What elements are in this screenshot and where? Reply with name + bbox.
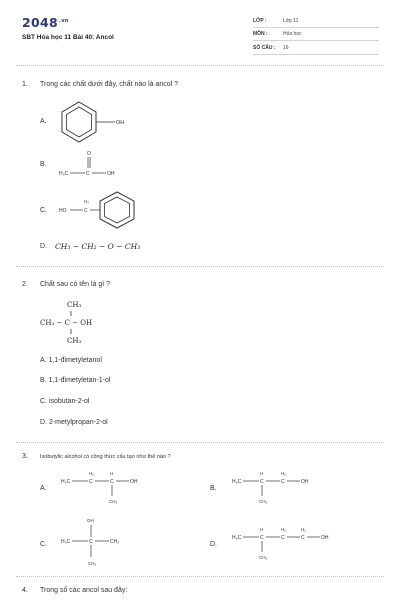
question-separator <box>16 576 384 577</box>
svg-text:C: C <box>86 171 90 177</box>
svg-text:H₂: H₂ <box>301 527 306 532</box>
meta-divider <box>253 40 379 41</box>
meta-class-label: LỚP : <box>253 18 267 24</box>
question-3-option-d-structure[interactable] <box>226 522 366 564</box>
question-1-option-b-label[interactable]: B. <box>40 161 47 168</box>
question-1-option-b-structure[interactable] <box>55 148 135 180</box>
question-2-number: 2. <box>22 281 28 288</box>
svg-text:CH₃: CH₃ <box>67 301 82 309</box>
svg-text:H₃C: H₃C <box>232 535 242 541</box>
question-3-number: 3. <box>22 453 28 460</box>
svg-text:C: C <box>89 539 93 545</box>
svg-text:CH₃ − C − OH: CH₃ − C − OH <box>40 319 93 327</box>
svg-text:H: H <box>110 471 114 476</box>
svg-text:C: C <box>89 479 93 485</box>
question-separator <box>16 442 384 443</box>
hydroxyl-label: OH <box>116 120 125 126</box>
svg-text:OH: OH <box>130 479 138 485</box>
document-title: SBT Hóa học 11 Bài 40: Ancol <box>22 34 114 41</box>
question-3-option-c-structure[interactable] <box>55 513 165 571</box>
svg-text:C: C <box>260 535 264 541</box>
meta-count-label: SỐ CÂU : <box>253 45 276 51</box>
question-3-option-b-label[interactable]: B. <box>210 485 217 492</box>
question-2-structure <box>38 296 118 350</box>
svg-text:H₃C: H₃C <box>61 539 71 545</box>
question-1-option-d-formula[interactable]: CH₃ − CH₂ − O − CH₃ <box>55 242 141 251</box>
meta-count-value: 16 <box>283 45 289 51</box>
question-3-option-c-label[interactable]: C. <box>40 541 47 548</box>
meta-divider <box>253 54 379 55</box>
question-2-option-d[interactable]: D. 2-metylpropan-2-ol <box>40 419 108 426</box>
question-3-option-b-structure[interactable] <box>226 466 336 506</box>
svg-text:C: C <box>281 535 285 541</box>
question-3-text: Isobutylic alcohol có công thức cấu tạo như thế nào ? <box>40 454 171 460</box>
svg-text:CH₃: CH₃ <box>88 561 97 566</box>
svg-text:H₃C: H₃C <box>61 479 71 485</box>
question-4-text: Trong số các ancol sau đây: <box>40 587 128 594</box>
svg-text:O: O <box>87 151 91 157</box>
question-3-option-a-label[interactable]: A. <box>40 485 47 492</box>
question-3-option-d-label[interactable]: D. <box>210 541 217 548</box>
svg-text:C: C <box>281 479 285 485</box>
meta-class-value: Lớp 11 <box>283 18 299 24</box>
svg-text:H: H <box>260 471 264 476</box>
meta-subject-label: MÔN : <box>253 31 268 37</box>
question-1-option-d-label[interactable]: D. <box>40 243 47 250</box>
question-1-option-c-structure[interactable] <box>55 190 155 230</box>
svg-text:CH₃: CH₃ <box>67 337 82 345</box>
svg-text:HO: HO <box>59 208 67 214</box>
svg-text:CH₃: CH₃ <box>259 499 268 504</box>
question-4-number: 4. <box>22 587 28 594</box>
svg-text:H: H <box>260 527 264 532</box>
meta-subject-value: Hóa học <box>283 31 302 37</box>
question-separator <box>16 266 384 267</box>
svg-text:H₂: H₂ <box>84 199 89 204</box>
svg-text:CH₃: CH₃ <box>109 499 118 504</box>
question-1-option-a-structure[interactable] <box>55 100 145 144</box>
question-2-option-a[interactable]: A. 1,1-đimetyletanol <box>40 357 102 364</box>
svg-text:H₂: H₂ <box>89 471 94 476</box>
meta-divider <box>253 27 379 28</box>
question-1-text: Trong các chất dưới đây, chất nào là ancol ? <box>40 81 179 88</box>
svg-text:C: C <box>301 535 305 541</box>
svg-text:OH: OH <box>87 518 94 523</box>
svg-text:OH: OH <box>301 479 309 485</box>
logo[interactable]: $2048^{.vn}$ <box>22 15 69 30</box>
svg-text:CH₃: CH₃ <box>259 555 268 560</box>
svg-text:H₂: H₂ <box>281 527 286 532</box>
question-1-option-c-label[interactable]: C. <box>40 207 47 214</box>
question-3-option-a-structure[interactable] <box>55 466 165 506</box>
question-2-option-c[interactable]: C. isobutan-2-ol <box>40 398 90 405</box>
svg-text:C: C <box>260 479 264 485</box>
svg-text:H₃C: H₃C <box>59 171 69 177</box>
question-2-text: Chất sau có tên là gì ? <box>40 281 111 288</box>
question-1-option-a-label[interactable]: A. <box>40 118 47 125</box>
question-1-number: 1. <box>22 81 28 88</box>
svg-text:H₃C: H₃C <box>232 479 242 485</box>
svg-text:C: C <box>110 479 114 485</box>
header-separator <box>16 65 384 66</box>
svg-text:CH₃: CH₃ <box>110 539 120 545</box>
svg-text:OH: OH <box>107 171 115 177</box>
svg-text:C: C <box>84 208 88 214</box>
svg-text:H₂: H₂ <box>281 471 286 476</box>
svg-text:OH: OH <box>321 535 329 541</box>
question-2-option-b[interactable]: B. 1,1-đimetyletan-1-ol <box>40 377 111 384</box>
